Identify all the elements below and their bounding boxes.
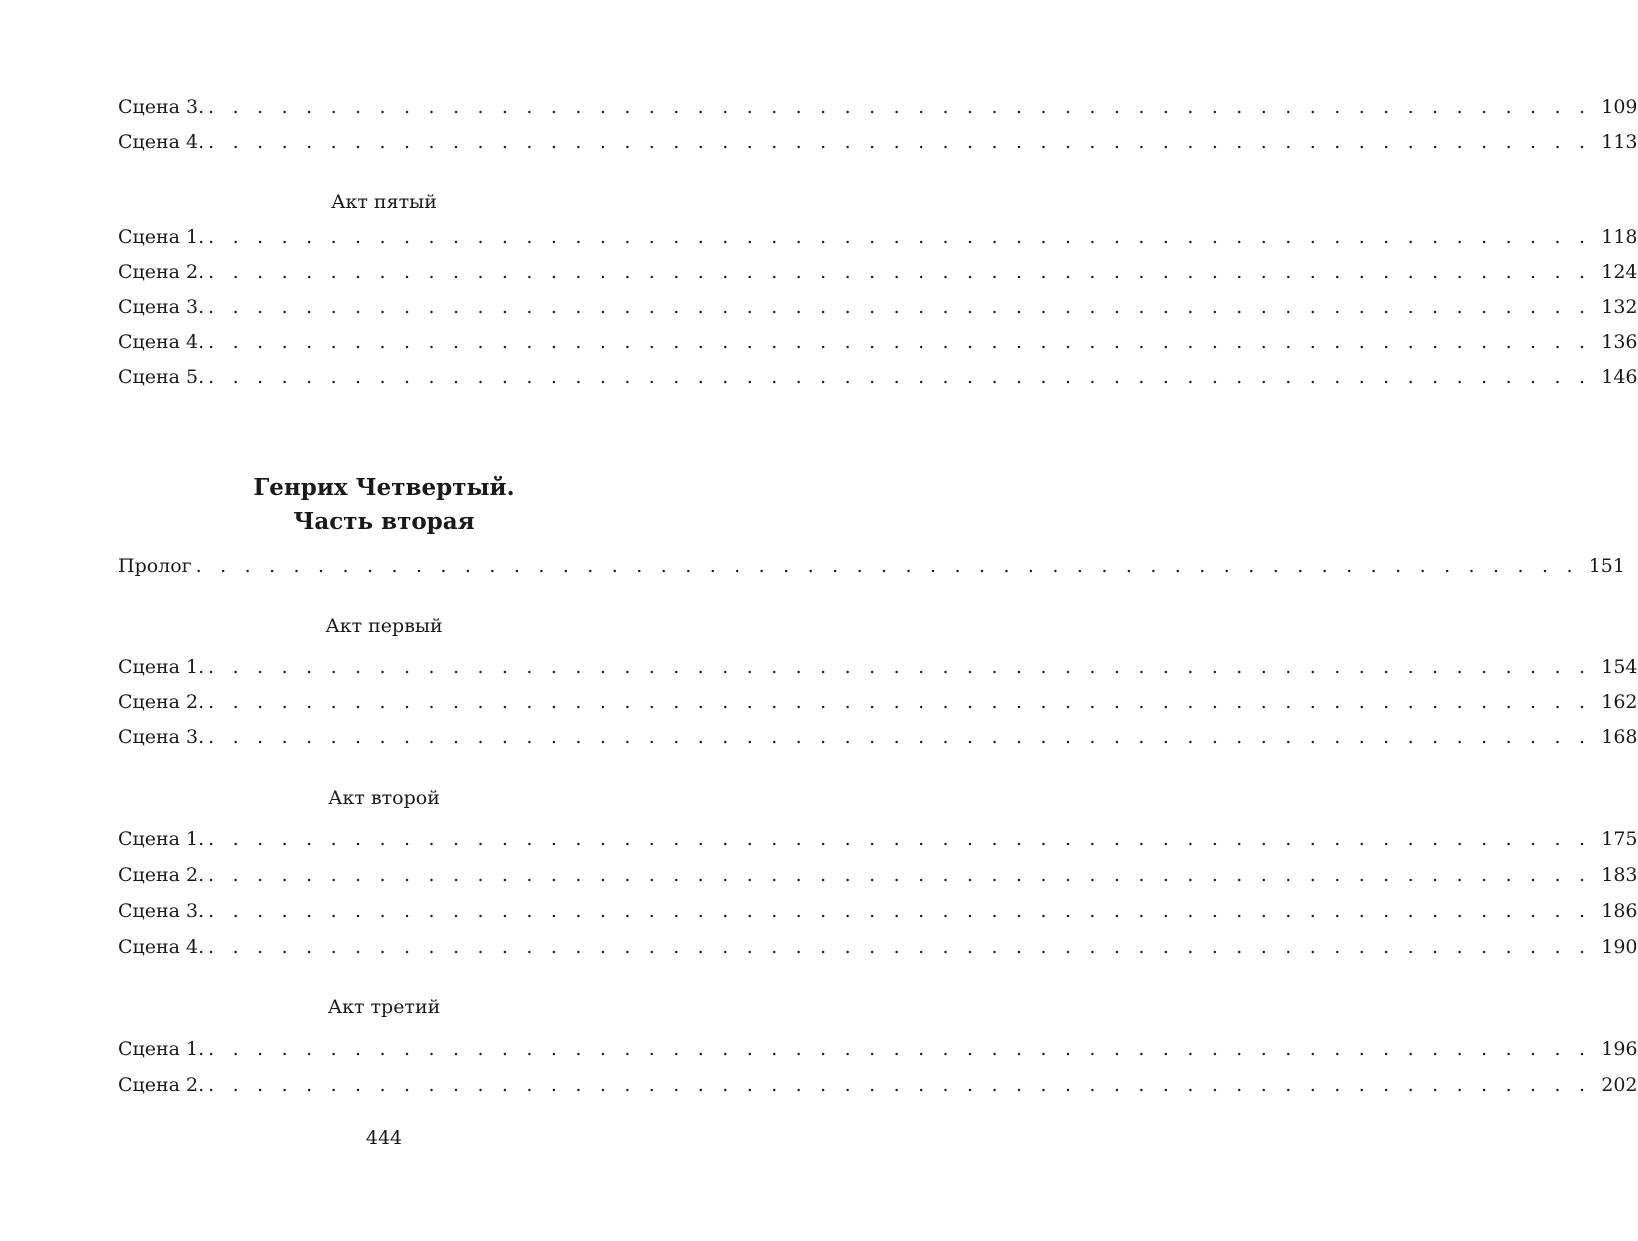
toc-entry bbox=[118, 128, 1638, 156]
toc-entry bbox=[118, 1035, 1638, 1063]
act-heading: Акт второй bbox=[328, 787, 440, 809]
entry-page-number: 132 bbox=[1601, 296, 1638, 318]
entry-page-number: 202 bbox=[1601, 1074, 1638, 1096]
toc-entry bbox=[118, 688, 1638, 716]
toc-entry bbox=[118, 897, 1638, 925]
toc-entry bbox=[118, 1071, 1638, 1099]
entry-label: Сцена 5. bbox=[118, 366, 205, 388]
act-heading: Акт третий bbox=[327, 996, 441, 1018]
dot-leader: . . . . . . . . . . . . . . . . . . . . . . . . . . . . . . . . . . . . . . . . . . . . . . . . . . . . . . . . . bbox=[208, 656, 1592, 678]
toc-entry bbox=[118, 933, 1638, 961]
dot-leader: . . . . . . . . . . . . . . . . . . . . . . . . . . . . . . . . . . . . . . . . . . . . . . . . . . . . . . . . . bbox=[208, 296, 1592, 318]
entry-page-number: 136 bbox=[1601, 331, 1638, 353]
dot-leader: . . . . . . . . . . . . . . . . . . . . . . . . . . . . . . . . . . . . . . . . . . . . . . . . . . . . . . . . . bbox=[208, 131, 1592, 153]
entry-label: Сцена 2. bbox=[118, 261, 205, 283]
toc-entry bbox=[118, 723, 1638, 751]
entry-page-number: 162 bbox=[1601, 691, 1638, 713]
toc-entry bbox=[118, 328, 1638, 356]
entry-page-number: 109 bbox=[1601, 96, 1638, 118]
entry-label: Сцена 1. bbox=[118, 1038, 205, 1060]
toc-entry bbox=[118, 223, 1638, 251]
entry-label: Сцена 1. bbox=[118, 828, 205, 850]
dot-leader: . . . . . . . . . . . . . . . . . . . . . . . . . . . . . . . . . . . . . . . . . . . . . . . . . . . . . . . . . bbox=[208, 1074, 1592, 1096]
entry-label: Сцена 3. bbox=[118, 900, 205, 922]
act-heading: Акт первый bbox=[325, 615, 443, 637]
toc-entry bbox=[118, 293, 1638, 321]
entry-label: Сцена 3. bbox=[118, 726, 205, 748]
toc-entry bbox=[118, 825, 1638, 853]
dot-leader: . . . . . . . . . . . . . . . . . . . . . . . . . . . . . . . . . . . . . . . . . . . . . . . . . . . . . . . . . bbox=[208, 864, 1592, 886]
dot-leader: . . . . . . . . . . . . . . . . . . . . . . . . . . . . . . . . . . . . . . . . . . . . . . . . . . . . . . . . . bbox=[208, 226, 1592, 248]
dot-leader: . . . . . . . . . . . . . . . . . . . . . . . . . . . . . . . . . . . . . . . . . . . . . . . . . . . . . . . . . bbox=[208, 691, 1592, 713]
entry-label: Сцена 4. bbox=[118, 131, 205, 153]
dot-leader: . . . . . . . . . . . . . . . . . . . . . . . . . . . . . . . . . . . . . . . . . . . . . . . . . . . . . . . . . bbox=[208, 726, 1592, 748]
dot-leader: . . . . . . . . . . . . . . . . . . . . . . . . . . . . . . . . . . . . . . . . . . . . . . . . . . . . . . . . . bbox=[208, 936, 1592, 958]
toc-entry bbox=[118, 93, 1638, 121]
entry-label: Сцена 2. bbox=[118, 1074, 205, 1096]
dot-leader: . . . . . . . . . . . . . . . . . . . . . . . . . . . . . . . . . . . . . . . . . . . . . . . . . . . . . . . . . bbox=[208, 366, 1592, 388]
entry-page-number: 118 bbox=[1601, 226, 1638, 248]
entry-label: Сцена 1. bbox=[118, 656, 205, 678]
dot-leader: . . . . . . . . . . . . . . . . . . . . . . . . . . . . . . . . . . . . . . . . . . . . . . . . . . . . . . . . . bbox=[208, 261, 1592, 283]
work-title-line2: Часть вторая bbox=[293, 508, 475, 535]
entry-page-number: 124 bbox=[1601, 261, 1638, 283]
dot-leader: . . . . . . . . . . . . . . . . . . . . . . . . . . . . . . . . . . . . . . . . . . . . . . . . . . . . . . . . . bbox=[208, 96, 1592, 118]
entry-page-number: 190 bbox=[1601, 936, 1638, 958]
entry-label: Сцена 1. bbox=[118, 226, 205, 248]
entry-page-number: 113 bbox=[1601, 131, 1638, 153]
dot-leader: . . . . . . . . . . . . . . . . . . . . . . . . . . . . . . . . . . . . . . . . . . . . . . . . . . . . . . . . . bbox=[195, 555, 1579, 577]
work-title-line1: Генрих Четвертый. bbox=[253, 474, 515, 501]
dot-leader: . . . . . . . . . . . . . . . . . . . . . . . . . . . . . . . . . . . . . . . . . . . . . . . . . . . . . . . . . bbox=[208, 900, 1592, 922]
toc-entry bbox=[118, 861, 1638, 889]
entry-label: Сцена 2. bbox=[118, 864, 205, 886]
entry-page-number: 168 bbox=[1601, 726, 1638, 748]
page-number: 444 bbox=[365, 1127, 403, 1149]
toc-entry bbox=[118, 653, 1638, 681]
toc-entry bbox=[118, 258, 1638, 286]
entry-label: Сцена 3. bbox=[118, 96, 205, 118]
entry-label: Сцена 4. bbox=[118, 331, 205, 353]
entry-page-number: 146 bbox=[1601, 366, 1638, 388]
entry-page-number: 154 bbox=[1601, 656, 1638, 678]
entry-label: Сцена 2. bbox=[118, 691, 205, 713]
entry-page-number: 186 bbox=[1601, 900, 1638, 922]
dot-leader: . . . . . . . . . . . . . . . . . . . . . . . . . . . . . . . . . . . . . . . . . . . . . . . . . . . . . . . . . bbox=[208, 828, 1592, 850]
entry-page-number: 151 bbox=[1588, 555, 1625, 577]
toc-entry-prologue bbox=[118, 552, 1625, 580]
entry-label: Пролог bbox=[118, 555, 192, 577]
entry-label: Сцена 3. bbox=[118, 296, 205, 318]
entry-page-number: 175 bbox=[1601, 828, 1638, 850]
act-heading: Акт пятый bbox=[331, 191, 437, 213]
toc-entry bbox=[118, 363, 1638, 391]
entry-label: Сцена 4. bbox=[118, 936, 205, 958]
entry-page-number: 196 bbox=[1601, 1038, 1638, 1060]
entry-page-number: 183 bbox=[1601, 864, 1638, 886]
dot-leader: . . . . . . . . . . . . . . . . . . . . . . . . . . . . . . . . . . . . . . . . . . . . . . . . . . . . . . . . . bbox=[208, 331, 1592, 353]
dot-leader: . . . . . . . . . . . . . . . . . . . . . . . . . . . . . . . . . . . . . . . . . . . . . . . . . . . . . . . . . bbox=[208, 1038, 1592, 1060]
